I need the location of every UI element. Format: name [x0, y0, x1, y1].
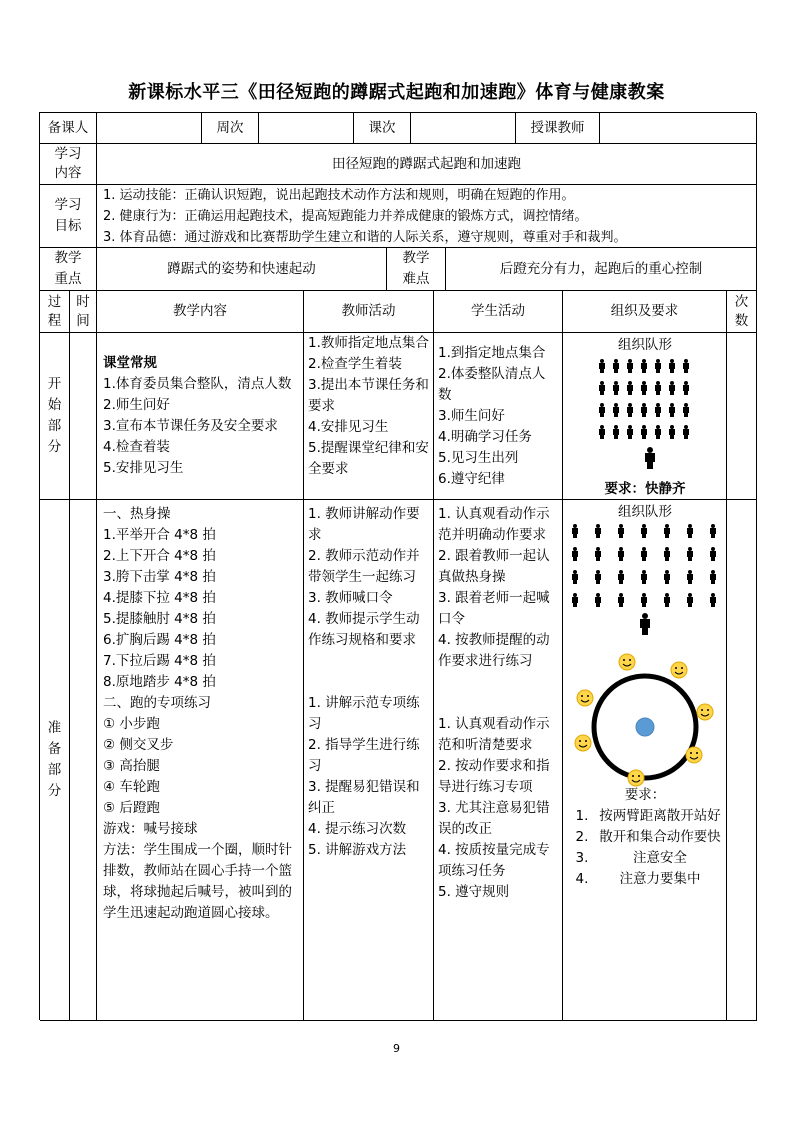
document-title: 新课标水平三《田径短跑的蹲踞式起跑和加速跑》体育与健康教案 — [128, 82, 665, 103]
student-figure — [626, 381, 634, 395]
list-item: 3. 跟着老师一起喊口令 — [438, 590, 550, 627]
smiley-student-icon — [628, 770, 644, 786]
student-figure — [594, 547, 602, 561]
student-figure — [668, 359, 676, 373]
list-item: 1. 认真观看动作示范并明确动作要求 — [438, 506, 550, 543]
start-phase: 开 始 部 分 — [40, 333, 70, 500]
difficulty-value: 后蹬充分有力，起跑后的重心控制 — [446, 248, 757, 291]
difficulty-label: 教学 难点 — [387, 248, 446, 291]
student-figure — [686, 524, 694, 538]
student-figure — [663, 570, 671, 584]
list-item: 2. 教师示范动作并带领学生一起练习 — [308, 548, 420, 585]
list-item: 2.师生问好 — [103, 397, 170, 413]
smiley-student-icon — [697, 704, 713, 720]
student-figure — [571, 547, 579, 561]
req-item: 1. 按两臂距离散开站好 — [575, 808, 721, 824]
list-item: 一、热身操 — [103, 506, 171, 522]
student-formation-grid — [563, 333, 727, 500]
col-count: 次 数 — [727, 291, 757, 333]
student-figure — [682, 381, 690, 395]
lesson-value[interactable] — [411, 113, 516, 144]
start-teacher — [304, 333, 434, 500]
list-item: ⑤ 后蹬跑 — [103, 800, 160, 816]
student-figure — [626, 359, 634, 373]
smiley-student-icon — [686, 747, 702, 763]
week-value[interactable] — [259, 113, 354, 144]
week-label: 周次 — [202, 113, 259, 144]
list-item: 2.体委整队清点人数 — [438, 365, 546, 403]
list-item: 3. 尤其注意易犯错误的改正 — [438, 800, 550, 837]
list-item: 6.扩胸后踢 4*8 拍 — [103, 632, 216, 648]
teacher-label: 授课教师 — [516, 113, 600, 144]
list-item: 8.原地踏步 4*8 拍 — [103, 674, 216, 690]
key-point-value: 蹲踞式的姿势和快速起动 — [97, 248, 387, 291]
list-item: 4. 按质按量完成专项练习任务 — [438, 842, 550, 879]
list-item: 3.提出本节课任务和要求 — [308, 377, 429, 414]
col-content: 教学内容 — [97, 291, 304, 333]
student-figure — [682, 403, 690, 417]
smiley-student-icon — [671, 662, 687, 678]
student-formation-grid — [563, 500, 727, 620]
list-item: 1. 讲解示范专项练习 — [308, 695, 420, 732]
list-item: 4.明确学习任务 — [438, 428, 532, 445]
start-time[interactable] — [70, 333, 97, 500]
student-figure — [626, 403, 634, 417]
list-item: 5.提醒课堂纪律和安全要求 — [308, 440, 429, 477]
student-figure — [668, 381, 676, 395]
start-student — [434, 333, 563, 500]
list-item: 2.上下开合 4*8 拍 — [103, 548, 216, 564]
prep-label: 备课人 — [40, 113, 97, 144]
prep-value[interactable] — [97, 113, 202, 144]
list-item: 5.安排见习生 — [103, 460, 184, 476]
prep-org-title: 组织队形 — [618, 504, 672, 520]
prep-teacher — [304, 500, 434, 1021]
col-student: 学生活动 — [434, 291, 563, 333]
key-point-label: 教学 重点 — [40, 248, 97, 291]
list-item: 2. 跟着教师一起认真做热身操 — [438, 548, 550, 585]
start-org-requirement: 要求：快静齐 — [604, 481, 686, 497]
student-figure — [598, 425, 606, 439]
req-item: 3. 注意安全 — [575, 850, 687, 866]
col-time: 时 间 — [70, 291, 97, 333]
list-item: 1.到指定地点集合 — [438, 344, 546, 361]
list-item: ① 小步跑 — [103, 716, 160, 732]
teacher-value[interactable] — [600, 113, 757, 144]
col-org: 组织及要求 — [563, 291, 727, 333]
smiley-student-icon — [575, 735, 591, 751]
list-item: 4.安排见习生 — [308, 419, 389, 435]
smiley-student-icon — [619, 654, 635, 670]
list-item: 6.遵守纪律 — [438, 470, 505, 487]
student-figure — [617, 570, 625, 584]
list-item: 3. 提醒易犯错误和纠正 — [308, 779, 420, 816]
list-item: 4. 按教师提醒的动作要求进行练习 — [438, 632, 550, 669]
student-figure — [640, 524, 648, 538]
student-figure — [709, 524, 717, 538]
list-item: 4. 提示练习次数 — [308, 821, 407, 837]
goal-item: 3. 体育品德：通过游戏和比赛帮助学生建立和谐的人际关系，遵守规则，尊重对手和裁判。 — [103, 229, 627, 245]
list-item: ② 侧交叉步 — [103, 737, 174, 753]
col-teacher: 教师活动 — [304, 291, 434, 333]
circle-game-diagram — [563, 640, 727, 800]
student-figure — [654, 381, 662, 395]
student-figure — [640, 593, 648, 607]
student-figure — [640, 425, 648, 439]
prep-time[interactable] — [70, 500, 97, 1021]
prep-content — [97, 500, 304, 1021]
start-count[interactable] — [727, 333, 757, 500]
start-content — [97, 333, 304, 500]
student-figure — [654, 425, 662, 439]
teacher-figure — [639, 613, 651, 635]
list-item: 二、跑的专项练习 — [103, 695, 211, 711]
start-org-title: 组织队形 — [618, 337, 672, 353]
prep-count[interactable] — [727, 500, 757, 1021]
student-figure — [617, 547, 625, 561]
list-item: ④ 车轮跑 — [103, 779, 160, 795]
student-figure — [686, 547, 694, 561]
student-figure — [663, 524, 671, 538]
student-figure — [626, 425, 634, 439]
student-figure — [668, 403, 676, 417]
student-figure — [686, 593, 694, 607]
prep-phase: 准 备 部 分 — [40, 500, 70, 1021]
student-figure — [682, 359, 690, 373]
list-item: 4. 教师提示学生动作练习规格和要求 — [308, 611, 420, 648]
student-figure — [617, 593, 625, 607]
list-item: 3.师生问好 — [438, 407, 505, 424]
list-item: 游戏：喊号接球 — [103, 821, 198, 837]
student-figure — [571, 524, 579, 538]
student-figure — [682, 425, 690, 439]
smiley-student-icon — [577, 690, 593, 706]
student-figure — [663, 547, 671, 561]
teacher-figure — [644, 447, 656, 469]
list-item: 1.体育委员集合整队，清点人数 — [103, 376, 292, 392]
student-figure — [594, 570, 602, 584]
lesson-label: 课次 — [354, 113, 411, 144]
student-figure — [640, 570, 648, 584]
student-figure — [654, 359, 662, 373]
basketball-icon — [636, 718, 654, 736]
student-figure — [612, 359, 620, 373]
list-item: 5. 讲解游戏方法 — [308, 842, 407, 858]
list-item: 7.下拉后踢 4*8 拍 — [103, 653, 216, 669]
student-figure — [571, 593, 579, 607]
list-item: 2.检查学生着装 — [308, 356, 402, 372]
student-figure — [654, 403, 662, 417]
student-figure — [594, 593, 602, 607]
student-figure — [612, 403, 620, 417]
student-figure — [612, 381, 620, 395]
student-figure — [640, 359, 648, 373]
list-item: 5. 遵守规则 — [438, 884, 510, 900]
list-item: 1.平举开合 4*8 拍 — [103, 527, 216, 543]
student-figure — [598, 403, 606, 417]
start-content-heading: 课堂常规 — [103, 355, 157, 371]
student-figure — [709, 593, 717, 607]
goals-label: 学习 目标 — [40, 185, 97, 248]
goals-list — [97, 185, 757, 248]
list-item: 1. 教师讲解动作要求 — [308, 506, 420, 543]
student-figure — [640, 381, 648, 395]
student-figure — [571, 570, 579, 584]
student-figure — [617, 524, 625, 538]
prep-student — [434, 500, 563, 1021]
game-method: 方法：学生围成一个圈，顺时针排数，教师站在圆心手持一个篮球，将球抛起后喊号，被叫到的学生迅速起动跑道圆心接球。 — [103, 842, 292, 921]
student-figure — [709, 547, 717, 561]
req-item: 4. 注意力要集中 — [575, 871, 701, 887]
list-item: 2. 指导学生进行练习 — [308, 737, 420, 774]
req-item: 2. 散开和集合动作要快 — [575, 829, 721, 845]
col-process: 过 程 — [40, 291, 70, 333]
content-label: 学习 内容 — [40, 144, 97, 185]
list-item: 1.教师指定地点集合 — [308, 335, 429, 351]
list-item: 4.检查着装 — [103, 439, 170, 455]
student-figure — [598, 381, 606, 395]
student-figure — [612, 425, 620, 439]
list-item: 2. 按动作要求和指导进行练习专项 — [438, 758, 550, 795]
lesson-plan-table — [39, 112, 756, 1020]
list-item: 3. 教师喊口令 — [308, 590, 393, 606]
list-item: 4.提膝下拉 4*8 拍 — [103, 590, 216, 606]
list-item: 1. 认真观看动作示范和听清楚要求 — [438, 716, 550, 753]
student-figure — [598, 359, 606, 373]
list-item: ③ 高抬腿 — [103, 758, 160, 774]
page-number: 9 — [393, 1042, 400, 1055]
student-figure — [640, 547, 648, 561]
student-figure — [640, 403, 648, 417]
goal-item: 2. 健康行为：正确运用起跑技术，提高短跑能力并养成健康的锻炼方式，调控情绪。 — [103, 208, 588, 224]
list-item: 5.提膝触肘 4*8 拍 — [103, 611, 216, 627]
prep-req-label: 要求： — [624, 787, 666, 803]
student-figure — [663, 593, 671, 607]
student-figure — [686, 570, 694, 584]
start-org — [563, 333, 727, 500]
prep-org — [563, 500, 727, 1021]
list-item: 3.宣布本节课任务及安全要求 — [103, 418, 278, 434]
content-value: 田径短跑的蹲踞式起跑和加速跑 — [97, 144, 757, 185]
student-figure — [668, 425, 676, 439]
list-item: 3.胯下击掌 4*8 拍 — [103, 569, 216, 585]
goal-item: 1. 运动技能：正确认识短跑，说出起跑技术动作方法和规则，明确在短跑的作用。 — [103, 187, 575, 203]
student-figure — [594, 524, 602, 538]
list-item: 5.见习生出列 — [438, 449, 519, 466]
student-figure — [709, 570, 717, 584]
